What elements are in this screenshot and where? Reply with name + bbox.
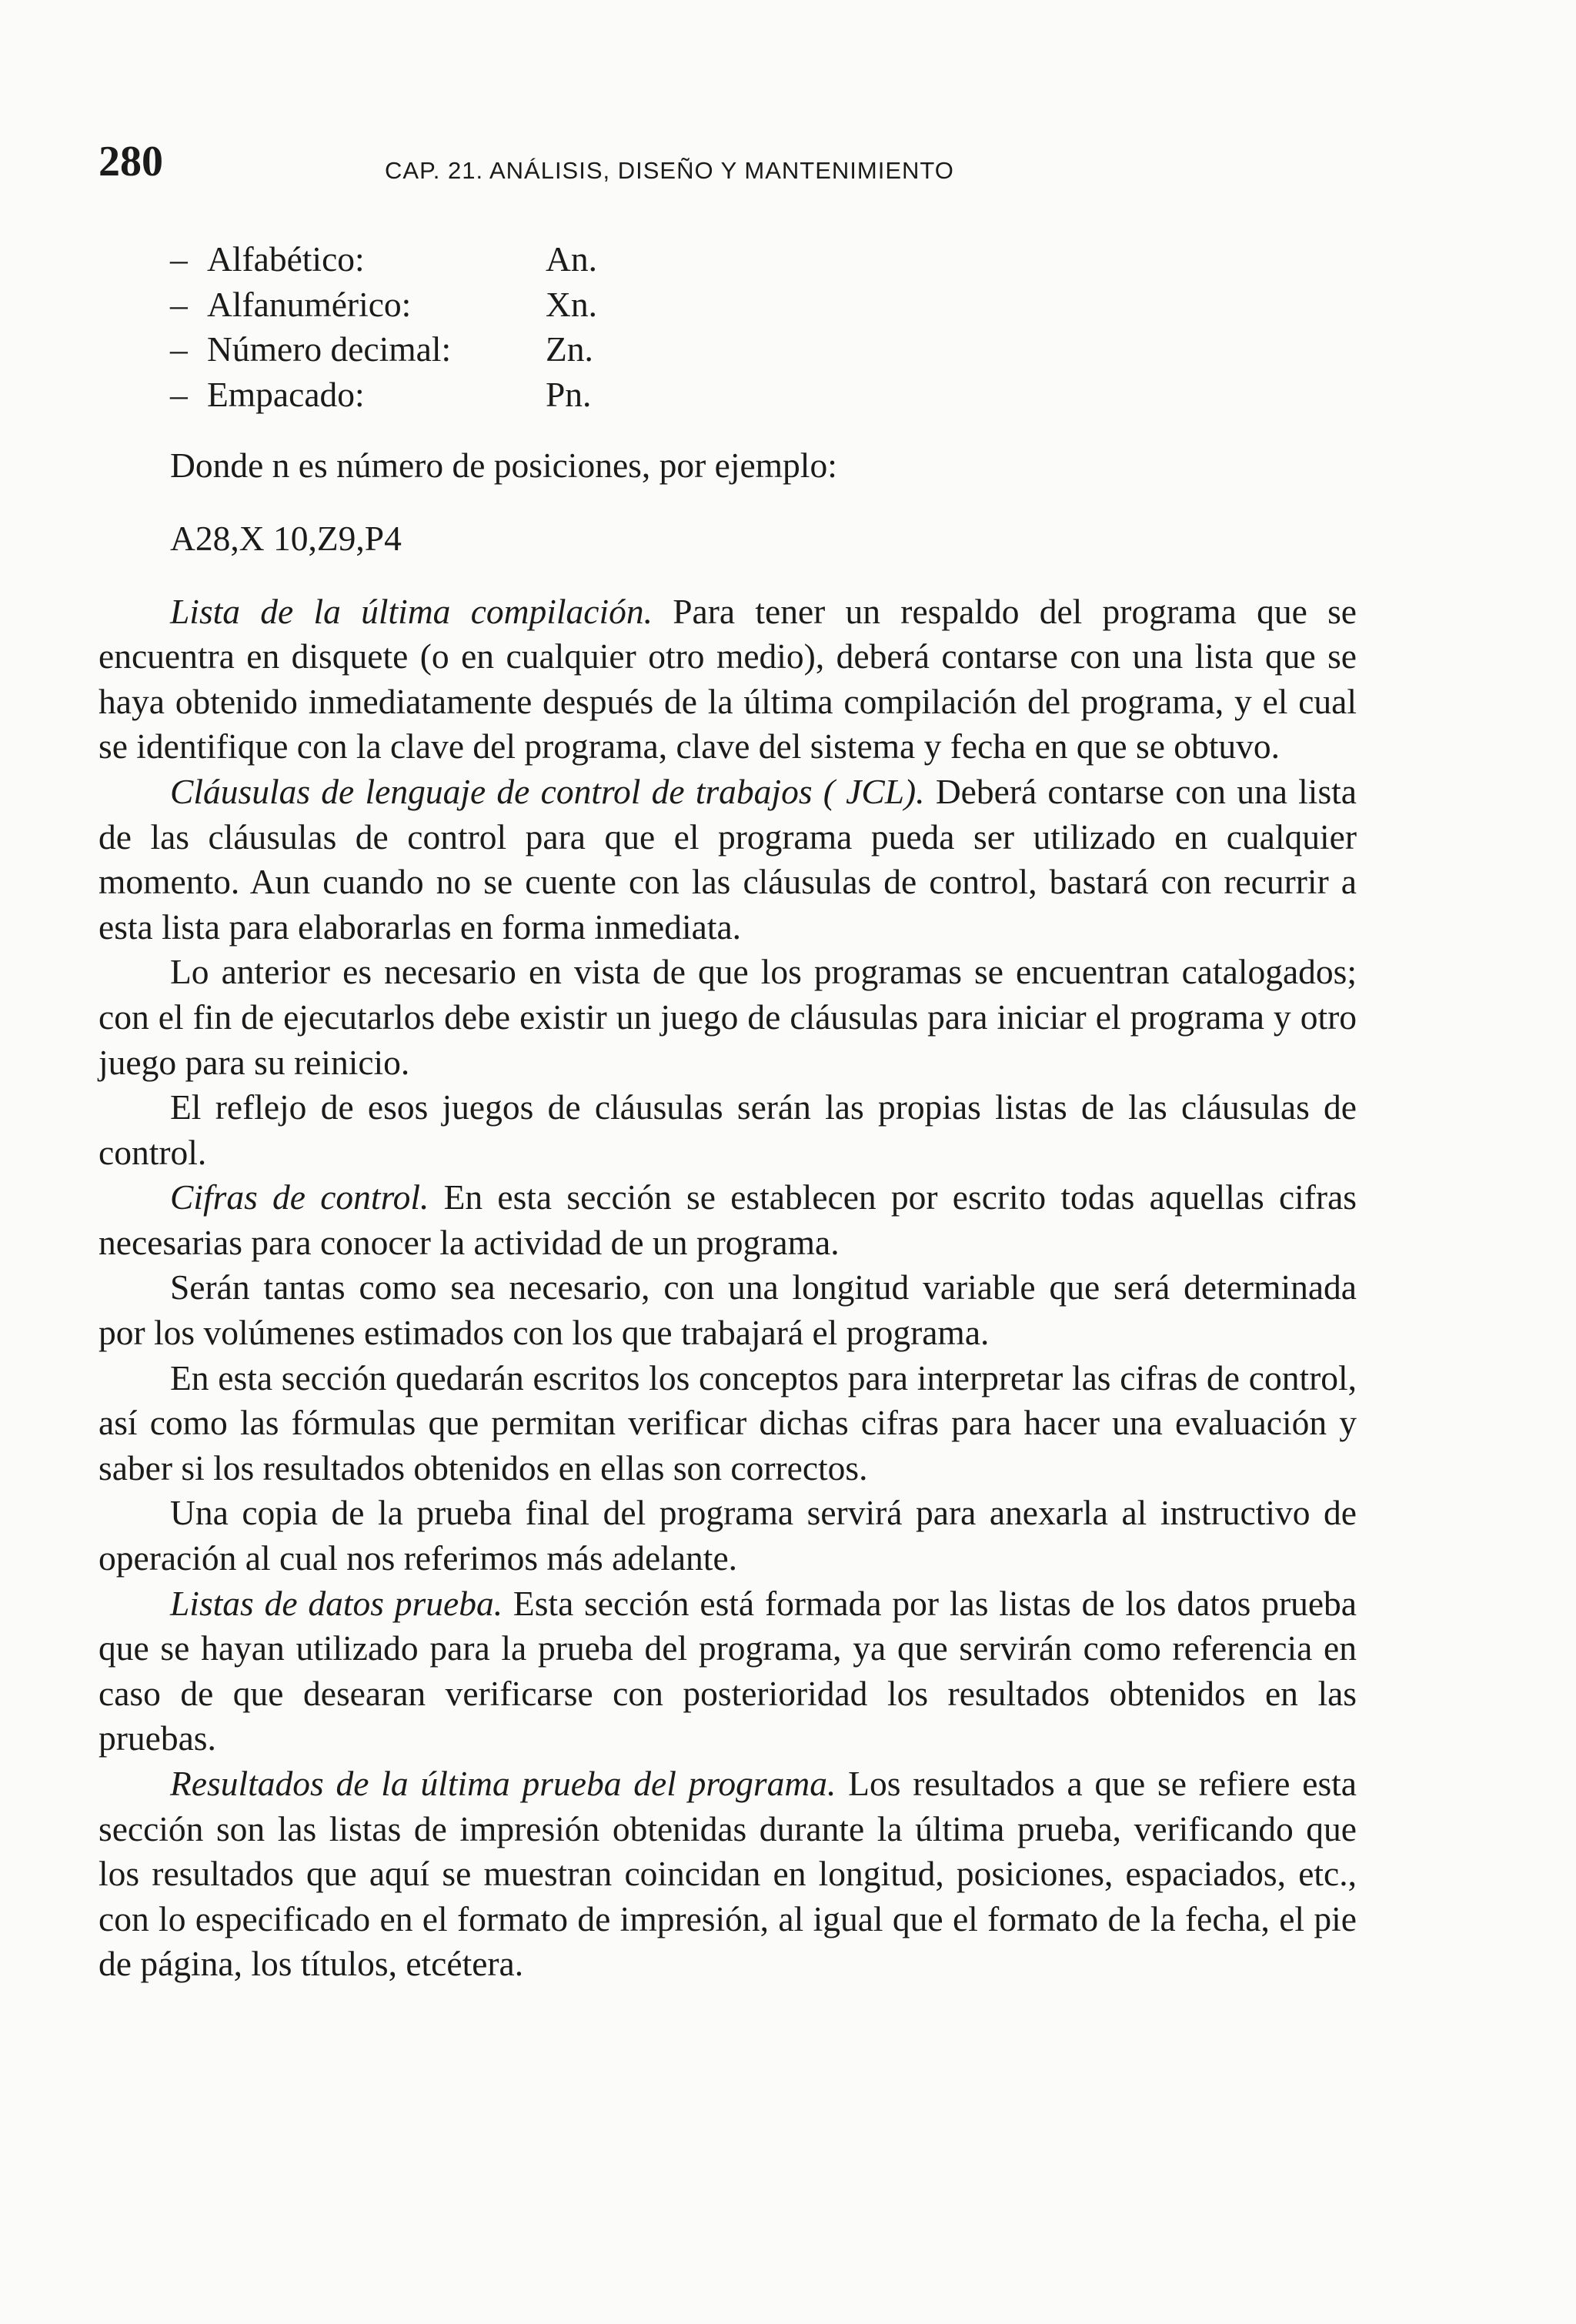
body-text: [98, 237, 1357, 1987]
list-dash: –: [170, 374, 188, 414]
paragraph: [98, 1491, 1357, 1581]
data-type-list: [170, 237, 1357, 417]
section-title: Listas de datos prueba.: [170, 1583, 503, 1623]
data-type-name: Alfabético:: [207, 239, 365, 279]
paragraph-text: Para tener un respaldo del programa que se encuentra en disquete (o en cualquier otro medio), deberá contarse con una lista que se haya obtenido inmediatamente después de la última compilación del programa, y el cual se identifique con la clave del programa, clave del sistema y fecha en que se obtuvo.: [98, 591, 1357, 766]
paragraph-text: Serán tantas como sea necesario, con una longitud variable que será determinada por los volúmenes estimados con los que trabajará el programa.: [98, 1267, 1357, 1353]
paragraph: [98, 1265, 1357, 1355]
data-type-code: Pn.: [546, 374, 592, 414]
data-type-item: [170, 372, 1357, 418]
paragraph: [98, 770, 1357, 950]
section-title: Lista de la última compilación.: [170, 591, 653, 631]
page-number: 280: [98, 138, 163, 185]
data-type-name: Número decimal:: [207, 329, 452, 369]
paragraph-text: Esta sección está formada por las listas de los datos prueba que se hayan utilizado para la prueba del programa, ya que servirán como referencia en caso de que desearan verificarse con posterioridad los resultados obtenidos en las pruebas.: [98, 1583, 1357, 1758]
paragraph-text: Una copia de la prueba final del programa servirá para anexarla al instructivo de operación al cual nos referimos más adelante.: [98, 1493, 1357, 1578]
paragraph: [98, 1085, 1357, 1175]
data-type-item: [170, 237, 1357, 282]
data-type-item: [170, 327, 1357, 372]
paragraph-text: Lo anterior es necesario en vista de que los programas se encuentran catalogados; con el fin de ejecutarlos debe existir un juego de cláusulas para iniciar el programa y otro juego para su reinicio.: [98, 952, 1357, 1082]
paragraph: [98, 1581, 1357, 1761]
section-title: Resultados de la última prueba del programa.: [170, 1764, 836, 1803]
paragraph: [98, 950, 1357, 1085]
paragraph-text: En esta sección se establecen por escrito todas aquellas cifras necesarias para conocer la actividad de un programa.: [98, 1177, 1357, 1262]
paragraph-text: Los resultados a que se refiere esta sección son las listas de impresión obtenidas durante la última prueba, verificando que los resultados que aquí se muestran coincidan en longitud, posiciones, espaciados, etc., con lo especificado en el formato de impresión, al igual que el formato de la fecha, el pie de página, los títulos, etcétera.: [98, 1764, 1357, 1984]
paragraph-text: En esta sección quedarán escritos los conceptos para interpretar las cifras de control, así como las fórmulas que permitan verificar dichas cifras para hacer una evaluación y saber si los resultados obtenidos en ellas son correctos.: [98, 1357, 1357, 1488]
data-type-code: Zn.: [546, 329, 593, 369]
example-format: A28,X 10,Z9,P4: [170, 518, 402, 558]
paragraph-text: Deberá contarse con una lista de las cláusulas de control para que el programa pueda ser utilizado en cualquier momento. Aun cuando no se cuente con las cláusulas de control, bastará con recurrir a esta lista para elaborarlas en forma inmediata.: [98, 771, 1357, 947]
paragraph: [98, 1356, 1357, 1491]
page-header: [98, 139, 1361, 200]
list-dash: –: [170, 329, 188, 369]
data-type-name: Empacado:: [207, 374, 365, 414]
list-dash: –: [170, 239, 188, 279]
data-type-code: An.: [546, 239, 597, 279]
data-type-item: [170, 282, 1357, 328]
data-type-code: Xn.: [546, 284, 597, 324]
lead-sentence: Donde n es número de posiciones, por ejemplo:: [170, 446, 837, 486]
section-title: Cifras de control.: [170, 1177, 429, 1217]
paragraph-text: El reflejo de esos juegos de cláusulas serán las propias listas de las cláusulas de control.: [98, 1087, 1357, 1172]
section-title: Cláusulas de lenguaje de control de trabajos ( JCL).: [170, 771, 925, 811]
data-type-name: Alfanumérico:: [207, 284, 412, 324]
list-dash: –: [170, 284, 188, 324]
paragraph: [98, 589, 1357, 770]
paragraph: [98, 1175, 1357, 1265]
running-head: CAP. 21. ANÁLISIS, DISEÑO Y MANTENIMIENTO: [385, 157, 954, 184]
paragraph: [98, 1761, 1357, 1987]
